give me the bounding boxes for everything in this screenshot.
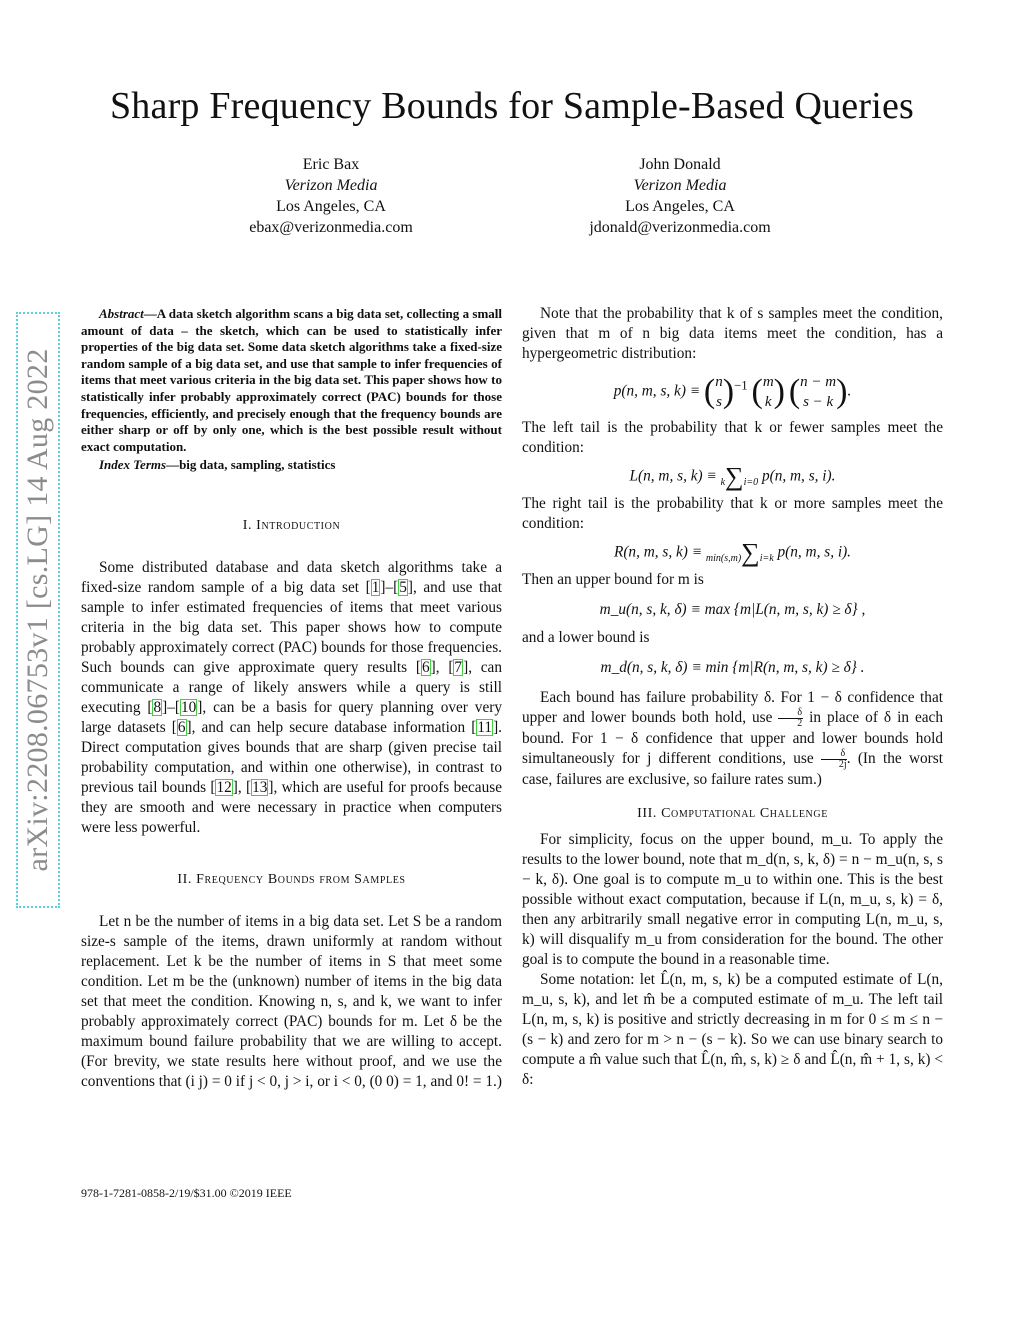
arxiv-stamp[interactable] (16, 312, 60, 908)
citation-link[interactable]: 1 (371, 578, 380, 596)
arxiv-stamp-text: arXiv:2208.06753v1 [cs.LG] 14 Aug 2022 (21, 348, 54, 872)
author-affiliation: Verizon Media (284, 177, 378, 194)
computational-paragraph: For simplicity, focus on the upper bound, m_u. To apply the results to the lower bound, note that m_d(n, s, k, δ) = n − m_u(n, s, s − k, δ). One goal is to compute m_u to within one. This is the best possible without exact computation, because if L(n, m_u, s, k) = δ, then any arbitrarily small negative error in computing L(n, m_u, s, k) will disqualify m_u from consideration for the bound. The other goal is to compute the bound in a reasonable time. (522, 831, 943, 968)
author-email: jdonald@verizonmedia.com (589, 219, 771, 236)
abstract-text: —A data sketch algorithm scans a big data set, collecting a small amount of data – the sketch, which can be used to statistically infer properties of the big data set. Some data sketch algorithms take a fixed-size random sample of a big data set, and use that sample to infer frequencies of items that meet various criteria in the big data set. This paper shows how to statistically infer probably approximately correct (PAC) bounds for those frequencies, efficiently, and precisely enough that the frequency bounds are either sharp or off by only one, which is the best possible result without exact computation. (81, 306, 502, 454)
author-block-2 (530, 154, 830, 238)
left-tail-paragraph: The left tail is the probability that k or fewer samples meet the condition: (522, 419, 943, 456)
equation-upper-bound: m_u(n, s, k, δ) ≡ max {m|L(n, m, s, k) ≥ δ} , (599, 601, 866, 618)
citation-link[interactable]: 7 (454, 658, 463, 676)
author-email: ebax@verizonmedia.com (249, 219, 413, 236)
notation-paragraph: Some notation: let L̂(n, m, s, k) be a computed estimate of L(n, m_u, s, k), and let m̂ be a computed estimate of m_u. The left tail L(n, m, s, k) is positive and strictly decreasing in m for 0 ≤ m ≤ n − (s − k) and zero for m > n − (s − k). So we can use binary search to compute a m̂ value such that L̂(n, m̂, s, k) ≥ δ and L̂(n, m̂ + 1, s, k) < δ: (522, 971, 943, 1088)
author-block-1 (181, 154, 481, 238)
failure-probability-paragraph: Each bound has failure probability δ. For 1 − δ confidence that upper and lower bounds both hold, use $\frac{\delta}{2}$ in place of δ in each bound. For 1 − δ confidence that upper and lower bounds hold simultaneously for j different conditions, use $\frac{\delta}{2j}$ . (In the worst case, failures are exclusive, so failure rates sum.) (522, 689, 943, 788)
lower-bound-paragraph: and a lower bound is (522, 629, 650, 646)
citation-link[interactable]: 11 (477, 718, 493, 736)
equation-lower-bound: m_d(n, s, k, δ) ≡ min {m|R(n, m, s, k) ≥ δ} . (600, 659, 865, 676)
index-terms-text: —big data, sampling, statistics (166, 457, 336, 473)
right-tail-paragraph: The right tail is the probability that k or more samples meet the condition: (522, 495, 943, 532)
paper-title: Sharp Frequency Bounds for Sample-Based Queries (109, 85, 915, 127)
copyright-footer: 978-1-7281-0858-2/19/$31.00 ©2019 IEEE (81, 1186, 292, 1200)
citation-link[interactable]: 6 (421, 658, 430, 676)
citation-link[interactable]: 8 (153, 698, 162, 716)
section-heading-frequency-bounds: II. Frequency Bounds from Samples (177, 871, 406, 887)
intro-paragraph: Some distributed database and data sketch algorithms take a fixed-size random sample of a big data set [1]–[5], and use that sample to infer estimated frequencies of items that meet various criteria in the big data set. This paper shows how to compute probably approximately correct (PAC) bounds for those frequencies. Such bounds can give approximate query results [6], [7], can communicate a range of likely answers while a query is still executing [8]–[10], can be a basis for query planning over very large datasets [6], and can help secure database information [11]. Direct computation gives bounds that are sharp (given precise tail probability computation, and within one otherwise), in contrast to previous tail bounds [12], [13], which are useful for proofs because they are smooth and were necessary in practice when computers were less powerful. (81, 558, 502, 836)
section2-paragraph: Let n be the number of items in a big data set. Let S be a random size-s sample of the items, drawn uniformly at random without replacement. Let k be the number of items in S that meet some condition. Let m be the (unknown) number of items in the big data set that meet the condition. Knowing n, s, and k, we want to infer probably approximately correct (PAC) bounds for m. Let δ be the maximum bound failure probability that we are willing to accept. (For brevity, we state results here without proof, and we use the conventions that (i j) = 0 if j < 0, j > i, or i < 0, (0 0) = 1, and 0! = 1.) (81, 912, 502, 1090)
equation-right-tail: R(n, m, s, k) ≡ min(s,m)∑i=k p(n, m, s, i). (613, 538, 852, 567)
author-affiliation: Verizon Media (633, 177, 727, 194)
author-name: Eric Bax (302, 156, 360, 173)
hypergeometric-paragraph: Note that the probability that k of s samples meet the condition, given that m of n big data items meet the condition, has a hypergeometric distribution: (522, 305, 943, 362)
index-terms (81, 457, 502, 474)
citation-link[interactable]: 10 (180, 698, 197, 716)
citation-link[interactable]: 13 (252, 778, 268, 796)
equation-left-tail: L(n, m, s, k) ≡ k∑i=0 p(n, m, s, i). (629, 462, 836, 491)
section-heading-introduction: I. Introduction (242, 517, 341, 533)
left-column (81, 306, 502, 1092)
upper-bound-paragraph: Then an upper bound for m is (522, 571, 704, 588)
citation-link[interactable]: 6 (177, 718, 186, 736)
author-location: Los Angeles, CA (276, 198, 386, 215)
abstract-label: Abstract (99, 306, 144, 321)
author-location: Los Angeles, CA (625, 198, 735, 215)
citation-link[interactable]: 5 (399, 578, 407, 596)
equation-hypergeometric: p(n, m, s, k) ≡ ( n s )$^{-1}$ ( m k ) ( n − m s − k ). (613, 373, 852, 410)
author-name: John Donald (639, 156, 721, 173)
index-terms-label: Index Terms (99, 457, 167, 473)
citation-link[interactable]: 12 (216, 778, 232, 796)
right-column (522, 304, 943, 1090)
abstract (81, 306, 502, 455)
section-heading-computational-challenge: III. Computational Challenge (637, 806, 828, 821)
